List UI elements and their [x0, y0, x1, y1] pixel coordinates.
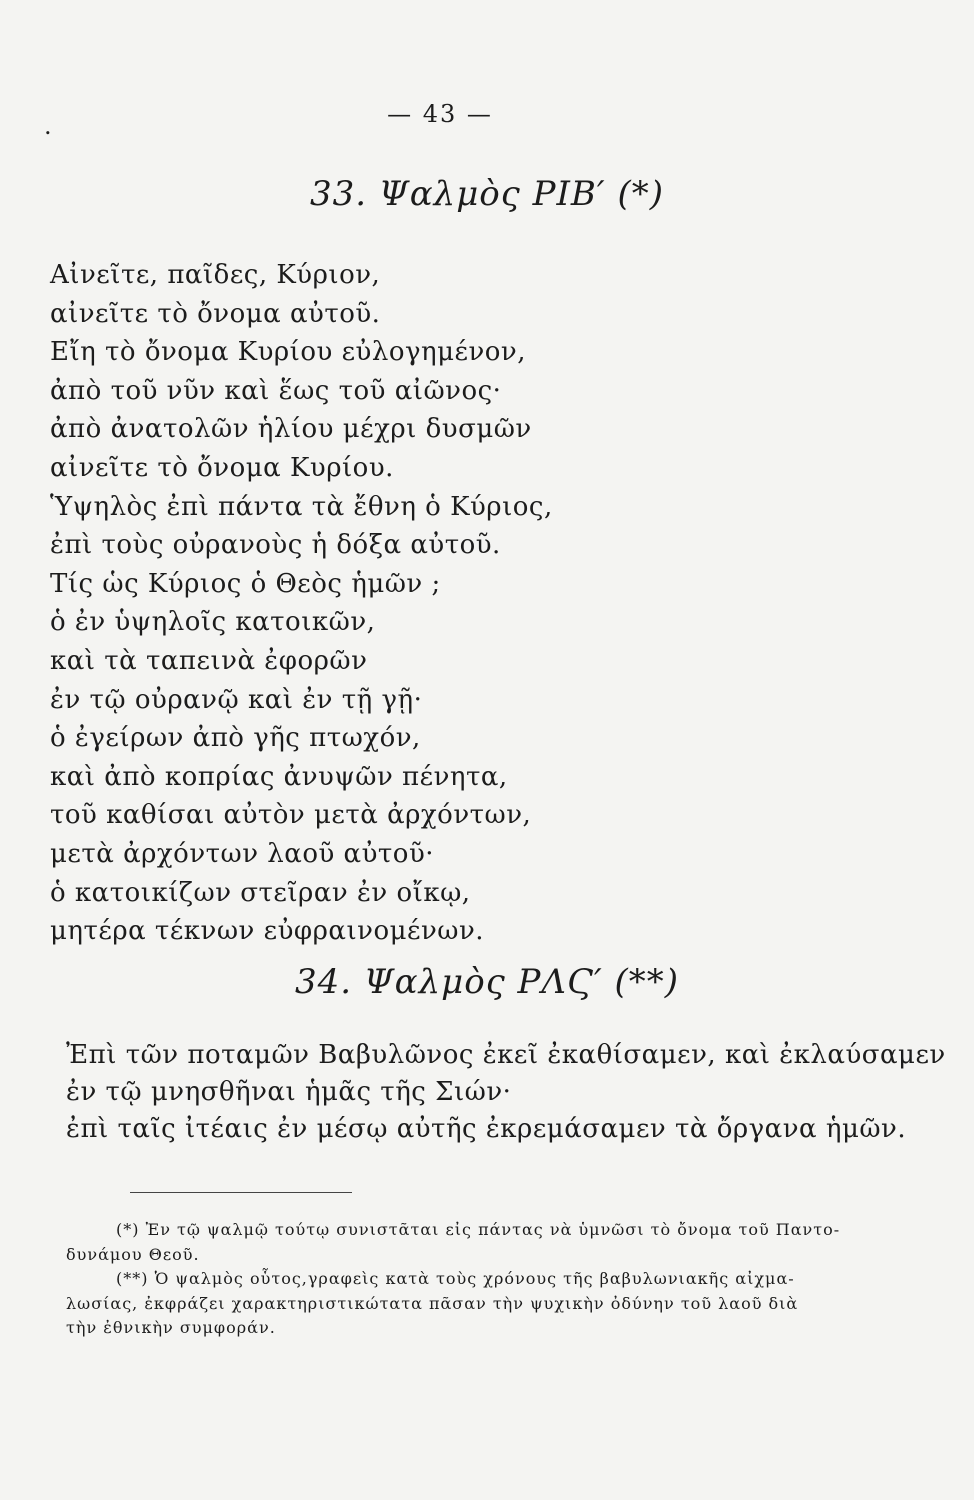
- verse-line: ἐπὶ ταῖς ἰτέαις ἐν μέσῳ αὐτῆς ἐκρεμάσαμεν τὰ ὄργανα ἡμῶν.: [66, 1114, 907, 1144]
- verse-line: Εἴη τὸ ὄνομα Κυρίου εὐλογημένον,: [50, 337, 527, 368]
- footnote-line: τὴν ἐθνικὴν συμφοράν.: [66, 1318, 276, 1337]
- verse-line: μητέρα τέκνων εὐφραινομένων.: [50, 916, 485, 947]
- verse-line: ἐν τῷ οὐρανῷ καὶ ἐν τῇ γῇ·: [50, 684, 423, 715]
- footnote-line: (**) Ὁ ψαλμὸς οὗτος,γραφεὶς κατὰ τοὺς χρόνους τῆς βαβυλωνιακῆς αἰχμα-: [116, 1269, 795, 1288]
- margin-dot: .: [44, 112, 52, 140]
- psalm-34-heading: 34. Ψαλμὸς ΡΛϚ′ (**): [294, 962, 680, 1002]
- verse-line: τοῦ καθίσαι αὐτὸν μετὰ ἀρχόντων,: [50, 800, 532, 831]
- footnotes: [66, 1218, 866, 1341]
- verse-line: καὶ τὰ ταπεινὰ ἐφορῶν: [50, 645, 368, 676]
- verse-line: ἐν τῷ μνησθῆναι ἡμᾶς τῆς Σιών·: [66, 1077, 512, 1107]
- psalm-34-text: [66, 1037, 946, 1148]
- verse-line: καὶ ἀπὸ κοπρίας ἀνυψῶν πένητα,: [50, 761, 508, 792]
- verse-line: Ἐπὶ τῶν ποταμῶν Βαβυλῶνος ἐκεῖ ἐκαθίσαμεν, καὶ ἐκλαύσαμεν: [66, 1040, 946, 1070]
- page-number: — 43 —: [387, 100, 493, 128]
- verse-line: Αἰνεῖτε, παῖδες, Κύριον,: [50, 260, 381, 290]
- verse-line: μετὰ ἀρχόντων λαοῦ αὐτοῦ·: [50, 838, 435, 869]
- verse-line: ὁ ἐν ὑψηλοῖς κατοικῶν,: [50, 607, 376, 638]
- footnote-line: λωσίας, ἐκφράζει χαρακτηριστικώτατα πᾶσαν τὴν ψυχικὴν ὀδύνην τοῦ λαοῦ διὰ: [66, 1293, 799, 1313]
- footnote-line: (*) Ἐν τῷ ψαλμῷ τούτῳ συνιστᾶται εἰς πάντας νὰ ὑμνῶσι τὸ ὄνομα τοῦ Παντο-: [116, 1220, 841, 1239]
- verse-line: ἀπὸ ἀνατολῶν ἡλίου μέχρι δυσμῶν: [50, 414, 532, 445]
- verse-line: ἀπὸ τοῦ νῦν καὶ ἕως τοῦ αἰῶνος·: [50, 375, 502, 406]
- verse-line: αἰνεῖτε τὸ ὄνομα αὐτοῦ.: [50, 298, 381, 329]
- verse-line: ἐπὶ τοὺς οὐρανοὺς ἡ δόξα αὐτοῦ.: [50, 530, 501, 561]
- verse-line: ὁ ἐγείρων ἀπὸ γῆς πτωχόν,: [50, 723, 421, 754]
- footnote-divider: [130, 1192, 352, 1193]
- verse-line: ὁ κατοικίζων στεῖραν ἐν οἴκῳ,: [50, 877, 471, 908]
- psalm-33-text: [50, 256, 553, 951]
- footnote-line: δυνάμου Θεοῦ.: [66, 1244, 200, 1264]
- verse-line: Ὑψηλὸς ἐπὶ πάντα τὰ ἔθνη ὁ Κύριος,: [50, 491, 553, 522]
- psalm-33-heading: 33. Ψαλμὸς ΡΙΒ′ (*): [310, 174, 664, 214]
- verse-line: αἰνεῖτε τὸ ὄνομα Κυρίου.: [50, 452, 394, 483]
- verse-line: Τίς ὡς Κύριος ὁ Θεὸς ἡμῶν ;: [50, 568, 441, 599]
